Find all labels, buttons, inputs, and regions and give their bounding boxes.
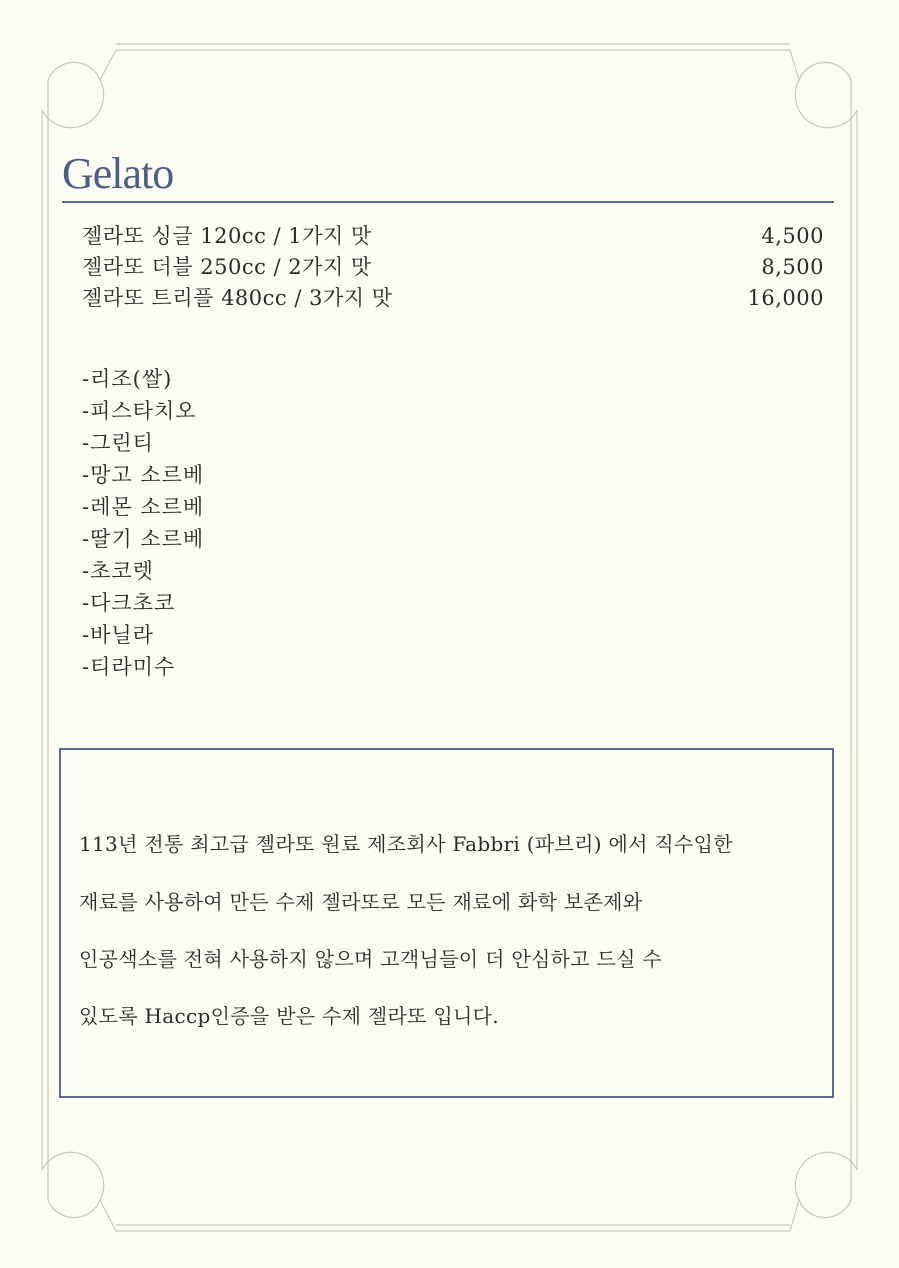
- flavor-item: -티라미수: [82, 655, 176, 679]
- flavor-item: -다크초코: [82, 591, 176, 615]
- flavor-item: -바닐라: [82, 623, 154, 647]
- notice-line: 인공색소를 전혀 사용하지 않으며 고객님들이 더 안심하고 드실 수: [79, 947, 662, 971]
- flavor-item: -피스타치오: [82, 399, 197, 423]
- price-list: [82, 220, 824, 313]
- flavor-item: -딸기 소르베: [82, 527, 205, 551]
- flavor-item: -초코렛: [82, 559, 154, 583]
- notice-line: 113년 전통 최고급 젤라또 원료 제조회사 Fabbri (파브리) 에서 직수입한: [79, 832, 733, 856]
- price-row: [82, 282, 824, 313]
- price-row: [82, 251, 824, 282]
- notice-box: [59, 748, 834, 1098]
- price-value: 16,000: [747, 286, 824, 310]
- price-item-name: 젤라또 더블 250cc / 2가지 맛: [82, 255, 372, 279]
- price-item-name: 젤라또 트리플 480cc / 3가지 맛: [82, 286, 393, 310]
- notice-line: 재료를 사용하여 만든 수제 젤라또로 모든 재료에 화학 보존제와: [79, 890, 643, 914]
- flavor-item: -리조(쌀): [82, 367, 173, 391]
- price-item-name: 젤라또 싱글 120cc / 1가지 맛: [82, 224, 372, 248]
- flavor-item: -레몬 소르베: [82, 495, 205, 519]
- flavor-list: [82, 363, 204, 683]
- flavor-item: -그린티: [82, 431, 154, 455]
- title-divider: [62, 201, 834, 203]
- flavor-item: -망고 소르베: [82, 463, 205, 487]
- price-value: 8,500: [761, 255, 824, 279]
- notice-line: 있도록 Haccp인증을 받은 수제 젤라또 입니다.: [79, 1004, 499, 1028]
- price-value: 4,500: [761, 224, 824, 248]
- price-row: [82, 220, 824, 251]
- section-title: Gelato: [62, 149, 174, 198]
